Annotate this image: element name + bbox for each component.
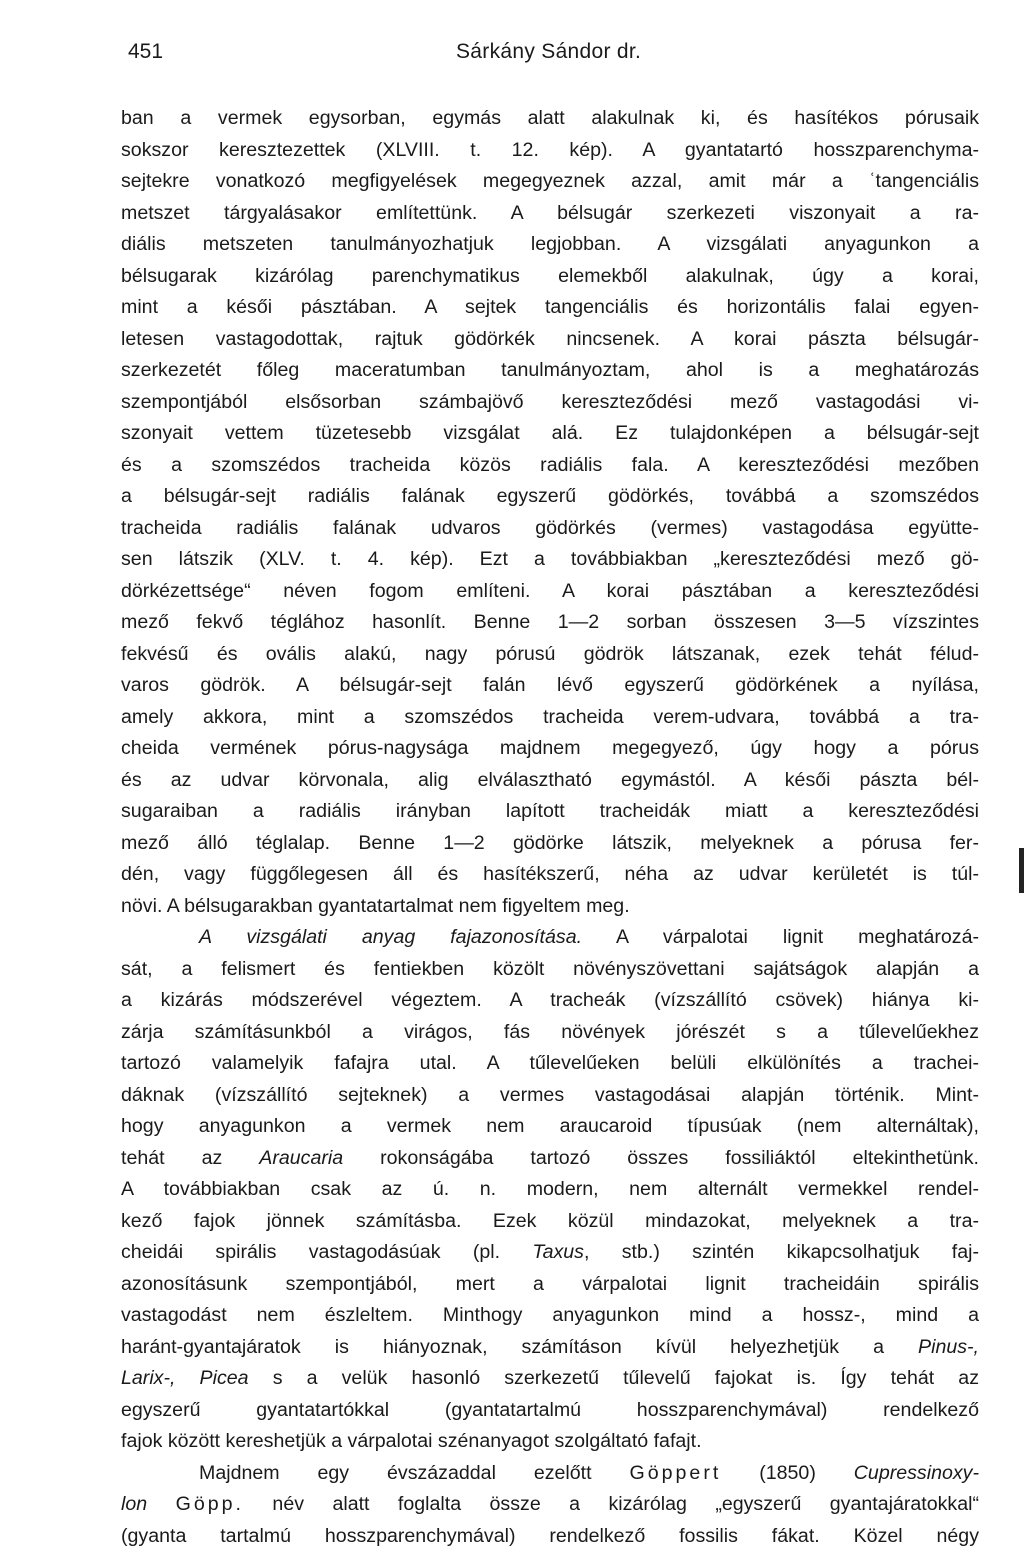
text-line: szempontjából elsősorban számbajövő kereszteződési mező vastagodási vi- [121,390,979,413]
text-line: dén, vagy függőlegesen áll és hasítékszerű, néha az udvar kerületét is túl- [121,863,979,885]
section-lead-line: A vizsgálati anyag fajazonosítása. A várpalotai lignit meghatározá- [199,926,979,948]
text-line: zárja számításunkból a virágos, fás növények jórészét s a tűlevelűekhez [121,1020,979,1043]
text-line: sen látszik (XLV. t. 4. kép). Ezt a továbbiakban „kereszteződési mező gö- [121,548,979,570]
page-edge-mark [1019,848,1024,893]
text-line: ban a vermek egysorban, egymás alatt alakulnak ki, és hasítékos pórusaik [121,107,979,129]
text-line: növi. A bélsugarakban gyantatartalmat nem figyeltem meg. [121,894,630,917]
taxon-name: Araucaria [259,1146,344,1169]
page-header [128,40,988,76]
text-line: metszet tárgyalásakor említettünk. A bélsugár szerkezeti viszonyait a ra- [121,201,979,224]
text-line: a bélsugár-sejt radiális falának egyszerű gödörkés, továbbá a szomszédos [121,485,979,507]
text-line: Larix-, Picea s a velük hasonló szerkezetű tűlevelű fajokat is. Így tehát az [121,1367,979,1389]
text-line: sejtekre vonatkozó megfigyelések megegyeznek azzal, amit már a ʿtangenciális [121,170,979,192]
author-name: Göpp. [175,1493,244,1515]
text-line: diális metszeten tanulmányozhatjuk legjobban. A vizsgálati anyagunkon a [121,233,979,255]
taxon-name: Taxus [532,1241,584,1263]
text-line: fekvésű és ovális alakú, nagy pórusú gödrök látszanak, ezek tehát félud- [121,642,979,665]
text-line: egyszerű gyantatartókkal (gyantatartalmú hosszparenchymával) rendelkező [121,1398,979,1421]
text-line: kező fajok jönnek számításba. Ezek közül mindazokat, melyeknek a tra- [121,1209,979,1232]
text-line: szonyait vettem tüzetesebb vizsgálat alá. Ez tulajdonképen a bélsugár-sejt [121,422,979,444]
page-number: 451 [128,40,164,63]
text-line: (gyanta tartalmú hosszparenchymával) rendelkező fossilis fákat. Közel négy [121,1524,979,1547]
text-line: és a szomszédos tracheida közös radiális fala. A kereszteződési mezőben [121,453,979,476]
text-line: sát, a felismert és fentiekben közölt növényszövettani sajátságok alapján a [121,957,979,980]
text-line: tehát az Araucaria rokonságába tartozó összes fossiliáktól eltekinthetünk. [121,1146,979,1169]
taxon-name: Pinus-, [918,1335,979,1358]
body-text [121,103,979,1552]
text-line: fajok között kereshetjük a várpalotai szénanyagot szolgáltató fafajt. [121,1430,702,1452]
text-line: mező fekvő téglához hasonlít. Benne 1—2 sorban összesen 3—5 vízszintes [121,611,979,633]
text-line: A továbbiakban csak az ú. n. modern, nem alternált vermekkel rendel- [121,1178,979,1200]
text-line: cheidái spirális vastagodásúak (pl. Taxus, stb.) szintén kikapcsolhatjuk faj- [121,1241,979,1263]
taxon-name: Cupressinoxy- [853,1461,979,1484]
text-line: haránt-gyantajáratok is hiányoznak, számításon kívül helyezhetjük a Pinus-, [121,1335,979,1358]
text-line: azonosításunk szempontjából, mert a várpalotai lignit tracheidáin spirális [121,1272,979,1295]
text-line: Majdnem egy évszázaddal ezelőtt Göppert (1850) Cupressinoxy- [199,1461,979,1484]
text-line: és az udvar körvonala, alig elválasztható egymástól. A késői pászta bél- [121,768,979,791]
text-line: tartozó valamelyik fafajra utal. A tűlevelűeken belüli elkülönítés a trachei- [121,1052,979,1074]
text-line: sugaraiban a radiális irányban lapított tracheidák miatt a kereszteződési [121,800,979,822]
text-line: mint a késői pásztában. A sejtek tangenciális és horizontális falai egyen- [121,296,979,318]
text-line: a kizárás módszerével végeztem. A tracheák (vízszállító csövek) hiánya ki- [121,989,979,1011]
taxon-name: Larix-, Picea [121,1367,249,1389]
text-line: amely akkora, mint a szomszédos tracheida verem-udvara, továbbá a tra- [121,705,979,728]
text-line: letesen vastagodottak, rajtuk gödörkék nincsenek. A korai pászta bélsugár- [121,327,979,350]
text-line: mező álló téglalap. Benne 1—2 gödörke látszik, melyeknek a pórusa fer- [121,831,979,854]
text-line: dáknak (vízszállító sejteknek) a vermes vastagodásai alapján történik. Mint- [121,1083,979,1106]
text-line: cheida vermének pórus-nagysága majdnem megegyező, úgy hogy a pórus [121,737,979,759]
text-line: sokszor keresztezettek (XLVIII. t. 12. kép). A gyantatartó hosszparenchyma- [121,138,979,161]
text-line: hogy anyagunkon a vermek nem araucaroid típusúak (nem alternáltak), [121,1115,979,1137]
text-line: varos gödrök. A bélsugár-sejt falán lévő egyszerű gödörkének a nyílása, [121,674,979,696]
text-line: szerkezetét főleg maceratumban tanulmányoztam, ahol is a meghatározás [121,359,979,381]
text-line: vastagodást nem észleltem. Minthogy anyagunkon mind a hossz-, mind a [121,1304,979,1326]
author-name: Göppert [629,1461,722,1484]
section-heading: A vizsgálati anyag fajazonosítása. [199,926,583,948]
text-line: tracheida radiális falának udvaros gödörkés (vermes) vastagodása együtte- [121,516,979,539]
text-line: lon Göpp. név alatt foglalta össze a kizárólag „egyszerű gyantajáratokkal“ [121,1493,979,1515]
text-line: dörkézettsége“ néven fogom említeni. A korai pásztában a kereszteződési [121,579,979,602]
text-line: bélsugarak kizárólag parenchymatikus elemekből alakulnak, úgy a korai, [121,264,979,287]
taxon-name: lon [121,1493,148,1515]
running-title: Sárkány Sándor dr. [456,40,642,63]
